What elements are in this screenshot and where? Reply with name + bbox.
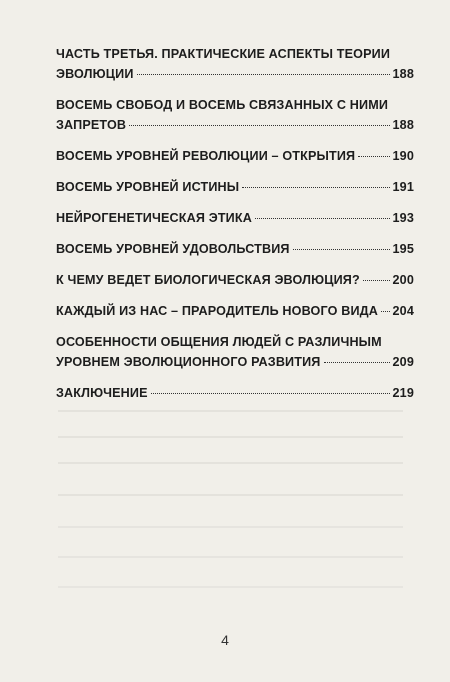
toc-entry-title: НЕЙРОГЕНЕТИЧЕСКАЯ ЭТИКА xyxy=(56,211,252,225)
toc-entry-title: ВОСЕМЬ УРОВНЕЙ РЕВОЛЮЦИИ – ОТКРЫТИЯ xyxy=(56,149,356,163)
toc-entry-title: УРОВНЕМ ЭВОЛЮЦИОННОГО РАЗВИТИЯ xyxy=(56,355,321,369)
bleed-through-line xyxy=(58,556,403,564)
toc-page-number: 193 xyxy=(392,211,414,225)
toc-entry xyxy=(56,239,414,259)
dot-leader xyxy=(242,187,389,188)
toc-page-number: 200 xyxy=(392,273,414,287)
bleed-through-line xyxy=(58,436,403,444)
dot-leader xyxy=(129,125,389,126)
toc-entry-title: КАЖДЫЙ ИЗ НАС – ПРАРОДИТЕЛЬ НОВОГО ВИДА xyxy=(56,304,379,318)
table-of-contents xyxy=(56,44,414,414)
toc-entry-title: ЗАКЛЮЧЕНИЕ xyxy=(56,386,148,400)
bleed-through-line xyxy=(58,462,403,470)
dot-leader xyxy=(137,74,390,75)
dot-leader xyxy=(363,280,390,281)
dot-leader xyxy=(293,249,390,250)
toc-entry xyxy=(56,44,414,84)
toc-entry xyxy=(56,301,414,321)
dot-leader xyxy=(151,393,390,394)
toc-entry-title: ВОСЕМЬ УРОВНЕЙ УДОВОЛЬСТВИЯ xyxy=(56,242,290,256)
toc-entry xyxy=(56,332,414,372)
toc-entry-title: ЧАСТЬ ТРЕТЬЯ. ПРАКТИЧЕСКИЕ АСПЕКТЫ ТЕОРИИ xyxy=(56,47,391,61)
toc-page-number: 209 xyxy=(392,355,414,369)
toc-entry-title: ОСОБЕННОСТИ ОБЩЕНИЯ ЛЮДЕЙ С РАЗЛИЧНЫМ xyxy=(56,335,382,349)
dot-leader xyxy=(381,311,389,312)
bleed-through-line xyxy=(58,526,403,534)
toc-page-number: 188 xyxy=(392,67,414,81)
toc-page-number: 195 xyxy=(392,242,414,256)
toc-entry xyxy=(56,95,414,135)
toc-entry xyxy=(56,146,414,166)
toc-page-number: 188 xyxy=(392,118,414,132)
toc-page-number: 219 xyxy=(392,386,414,400)
toc-entry-title: ВОСЕМЬ СВОБОД И ВОСЕМЬ СВЯЗАННЫХ С НИМИ xyxy=(56,98,389,112)
toc-entry-title: ЗАПРЕТОВ xyxy=(56,118,127,132)
toc-entry xyxy=(56,208,414,228)
toc-page-number: 191 xyxy=(392,180,414,194)
toc-entry-title: ВОСЕМЬ УРОВНЕЙ ИСТИНЫ xyxy=(56,180,240,194)
toc-entry xyxy=(56,177,414,197)
toc-page-number: 204 xyxy=(392,304,414,318)
toc-entry xyxy=(56,270,414,290)
page-number: 4 xyxy=(221,632,229,648)
toc-page-number: 190 xyxy=(392,149,414,163)
dot-leader xyxy=(358,156,389,157)
dot-leader xyxy=(255,218,390,219)
bleed-through-line xyxy=(58,586,403,594)
dot-leader xyxy=(324,362,390,363)
bleed-through-line xyxy=(58,494,403,502)
toc-entry-title: ЭВОЛЮЦИИ xyxy=(56,67,134,81)
toc-entry-title: К ЧЕМУ ВЕДЕТ БИОЛОГИЧЕСКАЯ ЭВОЛЮЦИЯ? xyxy=(56,273,360,287)
toc-entry xyxy=(56,383,414,403)
